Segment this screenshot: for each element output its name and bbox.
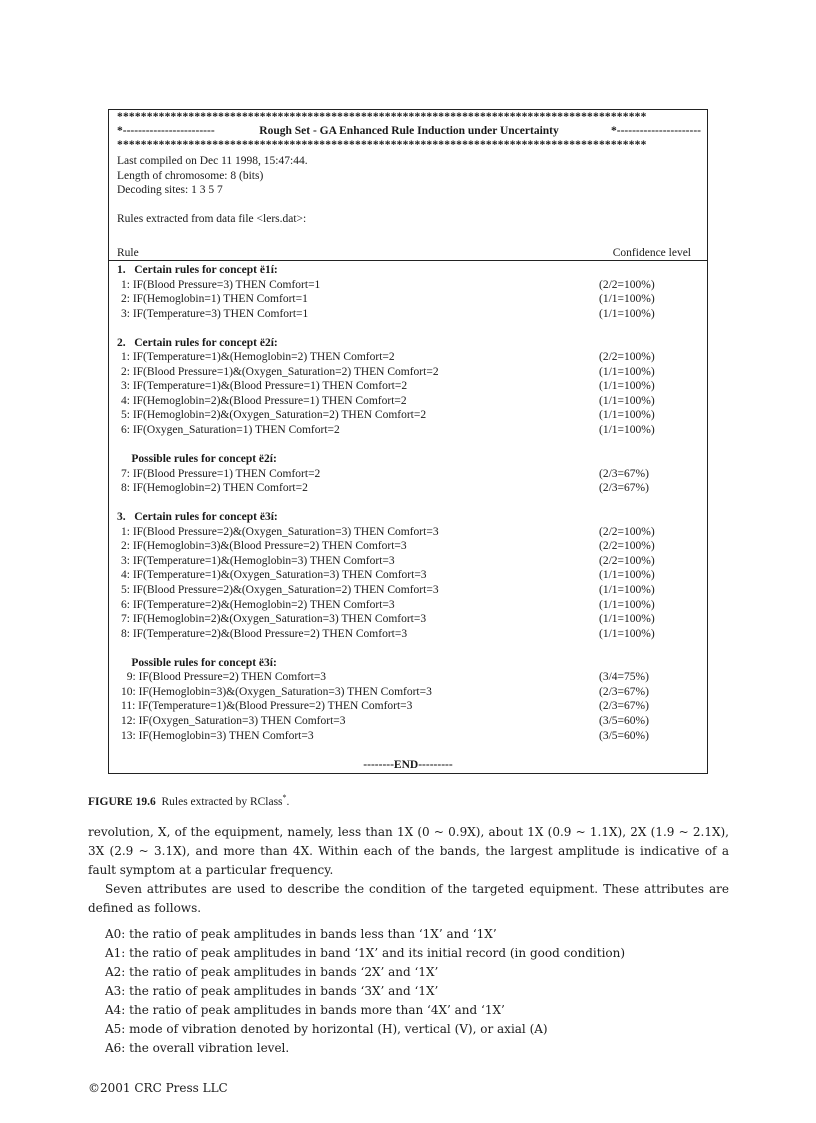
rule-confidence: (1/1=100%) (599, 569, 655, 582)
attribute-a1: A1: the ratio of peak amplitudes in band ‘1X’ and its initial record (in good condition) (105, 946, 626, 960)
rule-text: 2: IF(Hemoglobin=3)&(Blood Pressure=2) THEN Comfort=3 (121, 540, 407, 553)
rule-row (117, 598, 701, 613)
attribute-a0: A0: the ratio of peak amplitudes in bands less than ‘1X’ and ‘1X’ (105, 927, 497, 941)
header-rule: Rule (117, 247, 139, 259)
rule-confidence: (1/1=100%) (599, 424, 655, 437)
rule-text: 12: IF(Oxygen_Saturation=3) THEN Comfort=3 (121, 714, 346, 727)
concept-heading: Possible rules for concept ë2í: (117, 453, 277, 466)
rule-text: 5: IF(Blood Pressure=2)&(Oxygen_Saturation=2) THEN Comfort=3 (121, 584, 439, 597)
star-border-top: ***************************************************************************************** (117, 111, 647, 123)
rule-row (117, 379, 701, 394)
rule-gap (117, 321, 701, 336)
rule-row (117, 699, 701, 714)
rule-row (117, 627, 701, 642)
rule-text: 3: IF(Temperature=3) THEN Comfort=1 (121, 307, 309, 320)
figure-title-line (117, 124, 701, 138)
meta-decoding: Decoding sites: 1 3 5 7 (117, 184, 223, 197)
rule-confidence: (1/1=100%) (599, 394, 655, 407)
rule-text: 13: IF(Hemoglobin=3) THEN Comfort=3 (121, 729, 314, 742)
rule-row (117, 408, 701, 423)
rule-text: 9: IF(Blood Pressure=2) THEN Comfort=3 (121, 671, 327, 684)
rule-text: 7: IF(Blood Pressure=1) THEN Comfort=2 (121, 467, 321, 480)
attribute-a3: A3: the ratio of peak amplitudes in bands ‘3X’ and ‘1X’ (105, 984, 439, 998)
rule-text: 3: IF(Temperature=1)&(Blood Pressure=1) THEN Comfort=2 (121, 380, 408, 393)
rule-confidence: (3/4=75%) (599, 671, 649, 684)
rule-row (117, 670, 701, 685)
caption-text: Rules extracted by RClass (161, 795, 283, 808)
rule-confidence: (1/1=100%) (599, 307, 655, 320)
attribute-a5: A5: mode of vibration denoted by horizontal (H), vertical (V), or axial (A) (105, 1022, 548, 1036)
rule-confidence: (2/2=100%) (599, 351, 655, 364)
title-dashes-right: ----------------------* (611, 125, 702, 137)
rule-text: 7: IF(Hemoglobin=2)&(Oxygen_Saturation=3) THEN Comfort=3 (121, 613, 427, 626)
rule-row (117, 583, 701, 598)
rule-confidence: (2/3=67%) (599, 700, 649, 713)
rule-text: 1: IF(Blood Pressure=2)&(Oxygen_Saturation=3) THEN Comfort=3 (121, 525, 439, 538)
rule-confidence: (2/2=100%) (599, 540, 655, 553)
rule-confidence: (3/5=60%) (599, 729, 649, 742)
rule-gap (117, 641, 701, 656)
rule-text: 1: IF(Blood Pressure=3) THEN Comfort=1 (121, 278, 321, 291)
caption-label: FIGURE 19.6 (88, 795, 156, 808)
rule-text: 6: IF(Temperature=2)&(Hemoglobin=2) THEN Comfort=3 (121, 598, 395, 611)
rule-row (117, 539, 701, 554)
rule-text: 6: IF(Oxygen_Saturation=1) THEN Comfort=2 (121, 424, 340, 437)
rule-row (117, 525, 701, 540)
meta-chromosome: Length of chromosome: 8 (bits) (117, 169, 264, 182)
paragraph-1: revolution, X, of the equipment, namely, less than 1X (0 ~ 0.9X), about 1X (0.9 ~ 1.1X), 2X (1.9 ~ 2.1X), 3X (2.9 ~ 3.1X), and more than 4X. Within each of the bands, the largest amplitude is indicative of a fault symptom at a particular frequency. (88, 825, 729, 877)
rule-row (117, 554, 701, 569)
attribute-list (105, 925, 625, 1058)
meta-datafile: Rules extracted from data file <lers.dat>: (117, 213, 307, 226)
rule-text: 5: IF(Hemoglobin=2)&(Oxygen_Saturation=2) THEN Comfort=2 (121, 409, 427, 422)
rule-confidence: (2/2=100%) (599, 525, 655, 538)
rule-row (117, 350, 701, 365)
rule-text: 10: IF(Hemoglobin=3)&(Oxygen_Saturation=3) THEN Comfort=3 (121, 685, 432, 698)
rule-text: 4: IF(Hemoglobin=2)&(Blood Pressure=1) THEN Comfort=2 (121, 394, 407, 407)
rule-text: 2: IF(Hemoglobin=1) THEN Comfort=1 (121, 293, 308, 306)
rule-confidence: (1/1=100%) (599, 409, 655, 422)
rule-row (117, 467, 701, 482)
caption-sup: * (282, 793, 287, 802)
paragraph-2: Seven attributes are used to describe the condition of the targeted equipment. These attributes are defined as follows. (88, 882, 729, 915)
rule-confidence: (2/3=67%) (599, 467, 649, 480)
attribute-a4: A4: the ratio of peak amplitudes in bands more than ‘4X’ and ‘1X’ (105, 1003, 505, 1017)
page-footer: ©2001 CRC Press LLC (88, 1081, 228, 1095)
rule-confidence: (1/1=100%) (599, 613, 655, 626)
concept-heading: Possible rules for concept ë3í: (117, 656, 277, 669)
rule-row (117, 365, 701, 380)
rule-confidence: (3/5=60%) (599, 714, 649, 727)
rule-confidence: (2/3=67%) (599, 482, 649, 495)
rule-text: 1: IF(Temperature=1)&(Hemoglobin=2) THEN Comfort=2 (121, 351, 395, 364)
rule-row (117, 292, 701, 307)
rule-confidence: (1/1=100%) (599, 380, 655, 393)
caption-tail: . (286, 795, 290, 808)
rules-figure (108, 109, 708, 774)
header-divider (109, 260, 707, 261)
rule-text: 4: IF(Temperature=1)&(Oxygen_Saturation=3) THEN Comfort=3 (121, 569, 427, 582)
rule-gap (117, 496, 701, 511)
concept-heading: 3. Certain rules for concept ë3í: (117, 511, 278, 524)
attribute-a6: A6: the overall vibration level. (105, 1041, 290, 1055)
rule-confidence: (1/1=100%) (599, 365, 655, 378)
rules-header (117, 247, 691, 260)
rule-row (117, 714, 701, 729)
rule-confidence: (1/1=100%) (599, 598, 655, 611)
rule-confidence: (2/2=100%) (599, 278, 655, 291)
concept-heading: 1. Certain rules for concept ë1í: (117, 264, 278, 276)
rule-confidence: (1/1=100%) (599, 584, 655, 597)
rule-gap (117, 438, 701, 453)
rule-row (117, 568, 701, 583)
rule-text: 8: IF(Temperature=2)&(Blood Pressure=2) THEN Comfort=3 (121, 627, 408, 640)
rule-text: 11: IF(Temperature=1)&(Blood Pressure=2) THEN Comfort=3 (121, 700, 413, 713)
rule-row (117, 278, 701, 293)
star-border-bottom: ***************************************************************************************** (117, 139, 647, 151)
rule-text: 2: IF(Blood Pressure=1)&(Oxygen_Saturation=2) THEN Comfort=2 (121, 365, 439, 378)
meta-blank (117, 198, 308, 213)
title-dashes-left: *------------------------ (117, 125, 215, 137)
rule-confidence: (1/1=100%) (599, 627, 655, 640)
rule-row (117, 423, 701, 438)
rule-text: 8: IF(Hemoglobin=2) THEN Comfort=2 (121, 482, 308, 495)
meta-compiled: Last compiled on Dec 11 1998, 15:47:44. (117, 155, 308, 167)
figure-title: Rough Set - GA Enhanced Rule Induction under Uncertainty (259, 125, 559, 137)
rule-confidence: (2/2=100%) (599, 554, 655, 567)
body-text (88, 823, 729, 918)
header-confidence: Confidence level (612, 247, 691, 259)
attribute-a2: A2: the ratio of peak amplitudes in bands ‘2X’ and ‘1X’ (105, 965, 439, 979)
rule-row (117, 394, 701, 409)
end-marker: --------END--------- (363, 759, 453, 771)
rule-confidence: (2/3=67%) (599, 685, 649, 698)
rules-list (117, 263, 701, 743)
rule-row (117, 729, 701, 744)
rule-row (117, 307, 701, 322)
rule-row (117, 481, 701, 496)
rule-row (117, 685, 701, 700)
figure-meta (117, 154, 308, 227)
rule-text: 3: IF(Temperature=1)&(Hemoglobin=3) THEN Comfort=3 (121, 554, 395, 567)
rule-confidence: (1/1=100%) (599, 293, 655, 306)
concept-heading: 2. Certain rules for concept ë2í: (117, 336, 278, 349)
rule-row (117, 612, 701, 627)
figure-caption (88, 793, 289, 808)
